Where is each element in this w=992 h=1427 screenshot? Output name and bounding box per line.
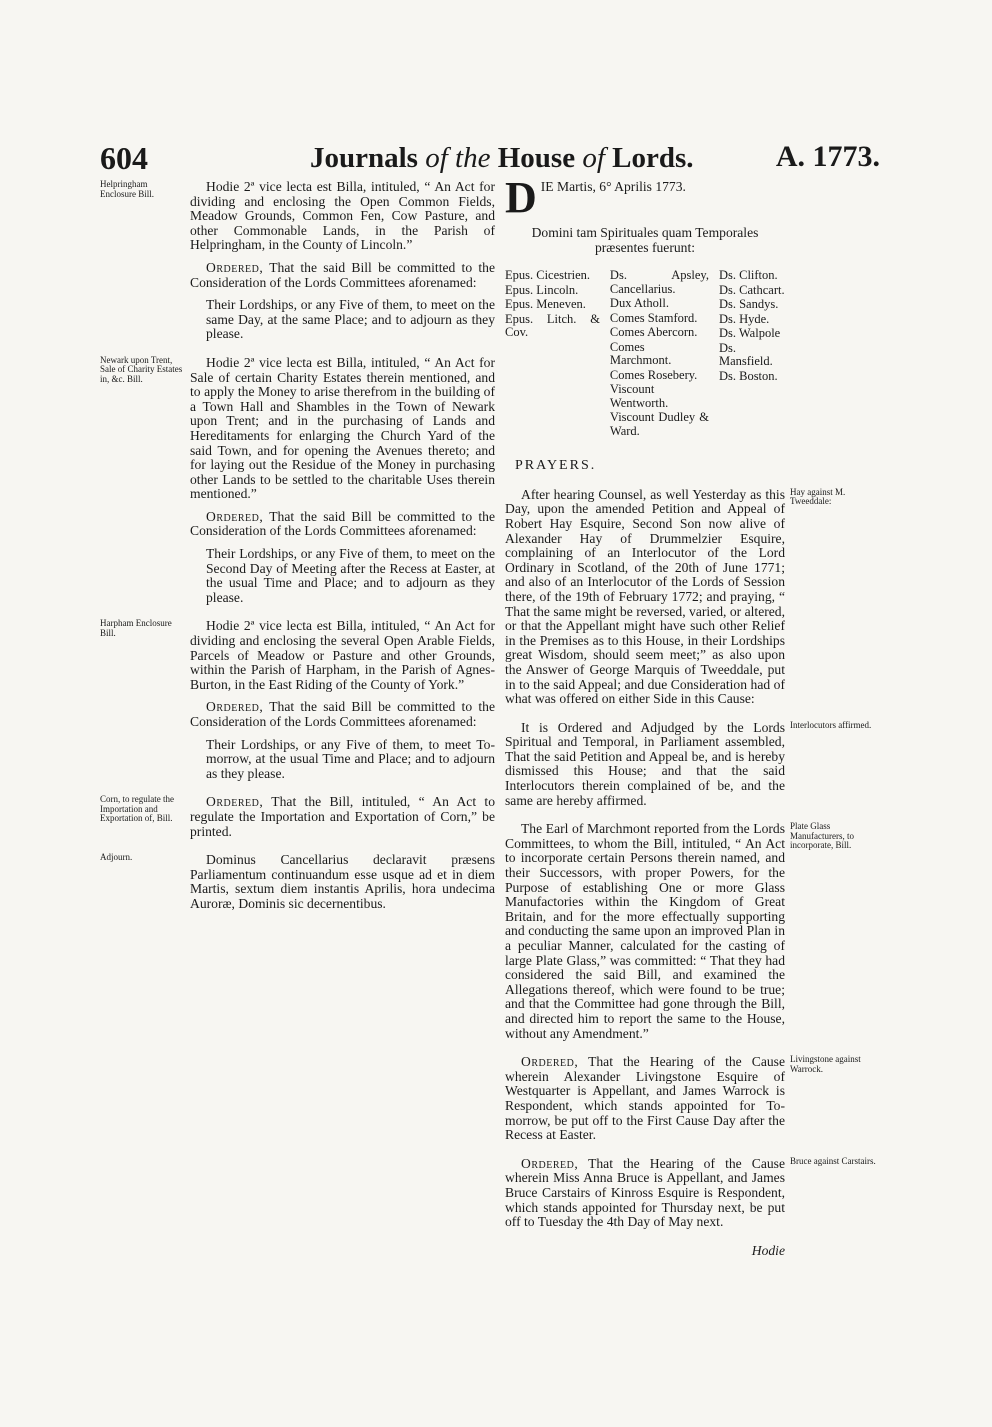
entry-interlocutors [505, 719, 872, 809]
paragraph-text: That the Hearing of the Cause wherein Alexander Livingstone Esquire of Westquarter is Appellant, and James Warrock is Respondent, which stands appointed for To-morrow, be put off to the First Cause Day after the Recess at Easter. [505, 1054, 785, 1143]
present-item: Viscount Wentworth. [609, 382, 669, 410]
paragraph: Their Lordships, or any Five of them, to meet on the same Day, at the same Place; and to adjourn as they please. [206, 297, 495, 342]
present-item: Ds. Boston. [718, 368, 778, 383]
title-part: of [582, 142, 605, 174]
paragraph [505, 1157, 785, 1230]
entry-bruce [505, 1155, 876, 1230]
ordered-word: Ordered, [206, 259, 264, 275]
entry-helpringham [100, 179, 495, 342]
paragraph-text: That the said Bill be committed to the Consideration of the Lords Committees aforenamed: [190, 259, 495, 290]
present-item: Ds. Hyde. [718, 311, 770, 326]
paragraph [190, 795, 495, 839]
present-item: Ds. Mansfield. [718, 340, 773, 369]
catchword: Hodie [751, 1242, 785, 1258]
present-item: Ds. Clifton. [718, 268, 778, 283]
year: A. 1773. [775, 140, 880, 173]
present-item: Comes Stamford. [609, 310, 698, 325]
ordered-word: Ordered, [206, 508, 264, 524]
running-title [310, 142, 694, 175]
margin-note: Plate Glass Manufacturers, to incorporate, Bill. [790, 821, 854, 851]
present-col-3 [719, 269, 785, 439]
margin-note: Helpringham Enclosure Bill. [100, 179, 154, 199]
present-item: Ds. Sandys. [718, 297, 779, 312]
present-item: Ds. Apsley, Cancellarius. [609, 268, 709, 296]
date-line [505, 180, 785, 216]
margin-note: Corn, to regulate the Importation and Exportation of, Bill. [100, 794, 174, 824]
title-part: Journals [310, 142, 418, 174]
title-part: the [455, 142, 491, 174]
present-heading: Domini tam Spirituales quam Temporales præsentes fuerunt: [531, 225, 759, 255]
title-part: of [417, 142, 456, 174]
ordered-word: Ordered, [206, 699, 264, 715]
paragraph: The Earl of Marchmont reported from the Lords Committees, to whom the Bill, intituled, “ An Act to incorporate certain Persons therein named, and their Successors, with proper Powers, for the Purpose of establishing One or more Glass Manufactories within the Kingdom of Great Britain, and for the more effectually supporting and conducting the same upon an improved Plan in a peculiar Manner, calculated for the casting of large Plate Glass,” was committed: “ That they had considered the said Bill, and examined the Allegations thereof, which were found to be true; and that the Committee had gone through the Bill, and directed him to report the same to the House, without any Amendment.” [505, 821, 785, 1041]
present-item: Epus. Litch. & Cov. [505, 311, 600, 340]
margin-note: Bruce against Carstairs. [790, 1155, 876, 1166]
entry-newark [100, 354, 495, 606]
page-number: 604 [100, 140, 148, 176]
margin-note: Hay against M. Tweeddale: [790, 486, 846, 507]
entry-plate-glass [505, 821, 854, 1041]
paragraph-text: That the said Bill be committed to the Consideration of the Lords Committees aforenamed: [190, 699, 495, 729]
present-item: Ds. Walpole [718, 326, 781, 341]
page-header [100, 140, 880, 180]
prayers-heading: PRAYERS. [515, 458, 597, 474]
paragraph [190, 261, 495, 290]
present-item: Dux Atholl. [609, 296, 669, 311]
paragraph: Hodie 2ª vice lecta est Billa, intituled, “ An Act for Sale of certain Charity Estates therein mentioned, and to apply the Money to arise therefrom in the building of a Town Hall and Shambles in the Town of Newark upon Trent; and in the purchasing of Lands and Hereditaments for enlarging the Church Yard of the said Town, and for opening the Avenues thereto; and for laying out the Residue of the Money in purchasing other Lands to be settled to the charitable Uses therein mentioned.” [190, 354, 495, 502]
entry-corn [100, 794, 495, 839]
present-item: Epus. Lincoln. [505, 282, 579, 297]
left-column [100, 179, 495, 926]
paragraph: Their Lordships, or any Five of them, to meet To-morrow, at the usual Time and Place; and to adjourn as they please. [206, 736, 495, 781]
paragraph-text: That the Hearing of the Cause wherein Miss Anna Bruce is Appellant, and James Bruce Carstairs of Kinross Esquire is Respondent, which stands appointed for Thursday next, be put off to Tuesday the 4th Day of May next. [505, 1155, 785, 1230]
ordered-word: Ordered, [206, 794, 264, 810]
margin-note: Livingstone against Warrock. [790, 1054, 861, 1074]
right-column [505, 180, 876, 1258]
margin-note: Harpham Enclosure Bill. [100, 618, 172, 638]
paragraph: Hodie 2ª vice lecta est Billa, intituled, “ An Act for dividing and enclosing the several Open Arable Fields, Parcels of Meadow or Pasture and other Grounds, within the Parish of Harpham, in the Parish of Agnes-Burton, in the East Riding of the County of York.” [190, 618, 495, 692]
title-part: House [490, 142, 583, 174]
paragraph-text: That the said Bill be committed to the Consideration of the Lords Committees aforenamed: [190, 508, 495, 539]
entry-livingstone [505, 1054, 861, 1143]
present-col-1 [505, 269, 600, 439]
paragraph-text: That the Bill, intituled, “ An Act to regulate the Importation and Exportation of Corn,” be printed. [190, 794, 495, 839]
present-col-2 [610, 269, 709, 439]
paragraph: Hodie 2ª vice lecta est Billa, intituled, “ An Act for dividing and enclosing the Open Common Fields, Meadow Grounds, Common Fen, Cow Pasture, and other Commonable Lands, in the Parish of Helpringham, in the County of Lincoln.” [190, 179, 495, 253]
present-item: Epus. Meneven. [505, 297, 586, 312]
ordered-word: Ordered, [521, 1054, 579, 1070]
present-lords [505, 269, 785, 439]
present-item: Epus. Cicestrien. [505, 268, 591, 283]
margin-note: Adjourn. [100, 852, 133, 863]
paragraph: It is Ordered and Adjudged by the Lords Spiritual and Temporal, in Parliament assembled, That the said Petition and Appeal be, and is hereby dismissed this House; and that the said Interlocutors therein complained of be, and the same are hereby affirmed. [505, 719, 785, 808]
paragraph: Dominus Cancellarius declaravit præsens Parliamentum continuandum esse usque ad et in diem Martis, sextum diem instantis Aprilis, hora undecima Auroræ, Dominis sic decernentibus. [190, 852, 495, 911]
paragraph: After hearing Counsel, as well Yesterday as this Day, upon the amended Petition and Appeal of Robert Hay Esquire, Second Son now alive of Alexander Hay of Drummelzier Esquire, complaining of an Interlocutor of the Lord Ordinary in Scotland, of the 20th of June 1771; and also of an Interlocutor of the Lords of Session there, of the 19th of February 1772; and praying, “ That the same might be reversed, varied, or altered, or that the Appellant might have such other Relief in the Premises as to this House, in their Lordships great Wisdom, should seem meet;” as also upon the Answer of George Marquis of Tweeddale, put in to the said Appeal; and due Consideration had of what was offered on either Side in this Cause: [505, 486, 785, 707]
present-item: Comes Abercorn. [609, 325, 698, 340]
paragraph [190, 700, 495, 729]
present-item: Viscount Dudley & Ward. [609, 410, 709, 438]
drop-cap: D [505, 180, 537, 216]
entry-harpham [100, 618, 495, 781]
entry-hay [505, 486, 846, 707]
entry-adjourn [100, 852, 495, 911]
present-item: Ds. Cathcart. [718, 282, 785, 297]
paragraph [190, 510, 495, 539]
margin-note: Newark upon Trent, Sale of Charity Estates in, &c. Bill. [100, 354, 183, 384]
present-item: Comes Marchmont. [609, 339, 672, 368]
title-part: Lords. [604, 142, 694, 174]
present-item: Comes Rosebery. [609, 367, 698, 382]
paragraph: Their Lordships, or any Five of them, to meet on the Second Day of Meeting after the Recess at Easter, at the usual Time and Place; and to adjourn as they please. [206, 546, 495, 605]
date-text: IE Martis, 6° Aprilis 1773. [540, 180, 686, 194]
ordered-word: Ordered, [521, 1155, 579, 1171]
paragraph [505, 1055, 785, 1143]
margin-note: Interlocutors affirmed. [790, 719, 872, 730]
